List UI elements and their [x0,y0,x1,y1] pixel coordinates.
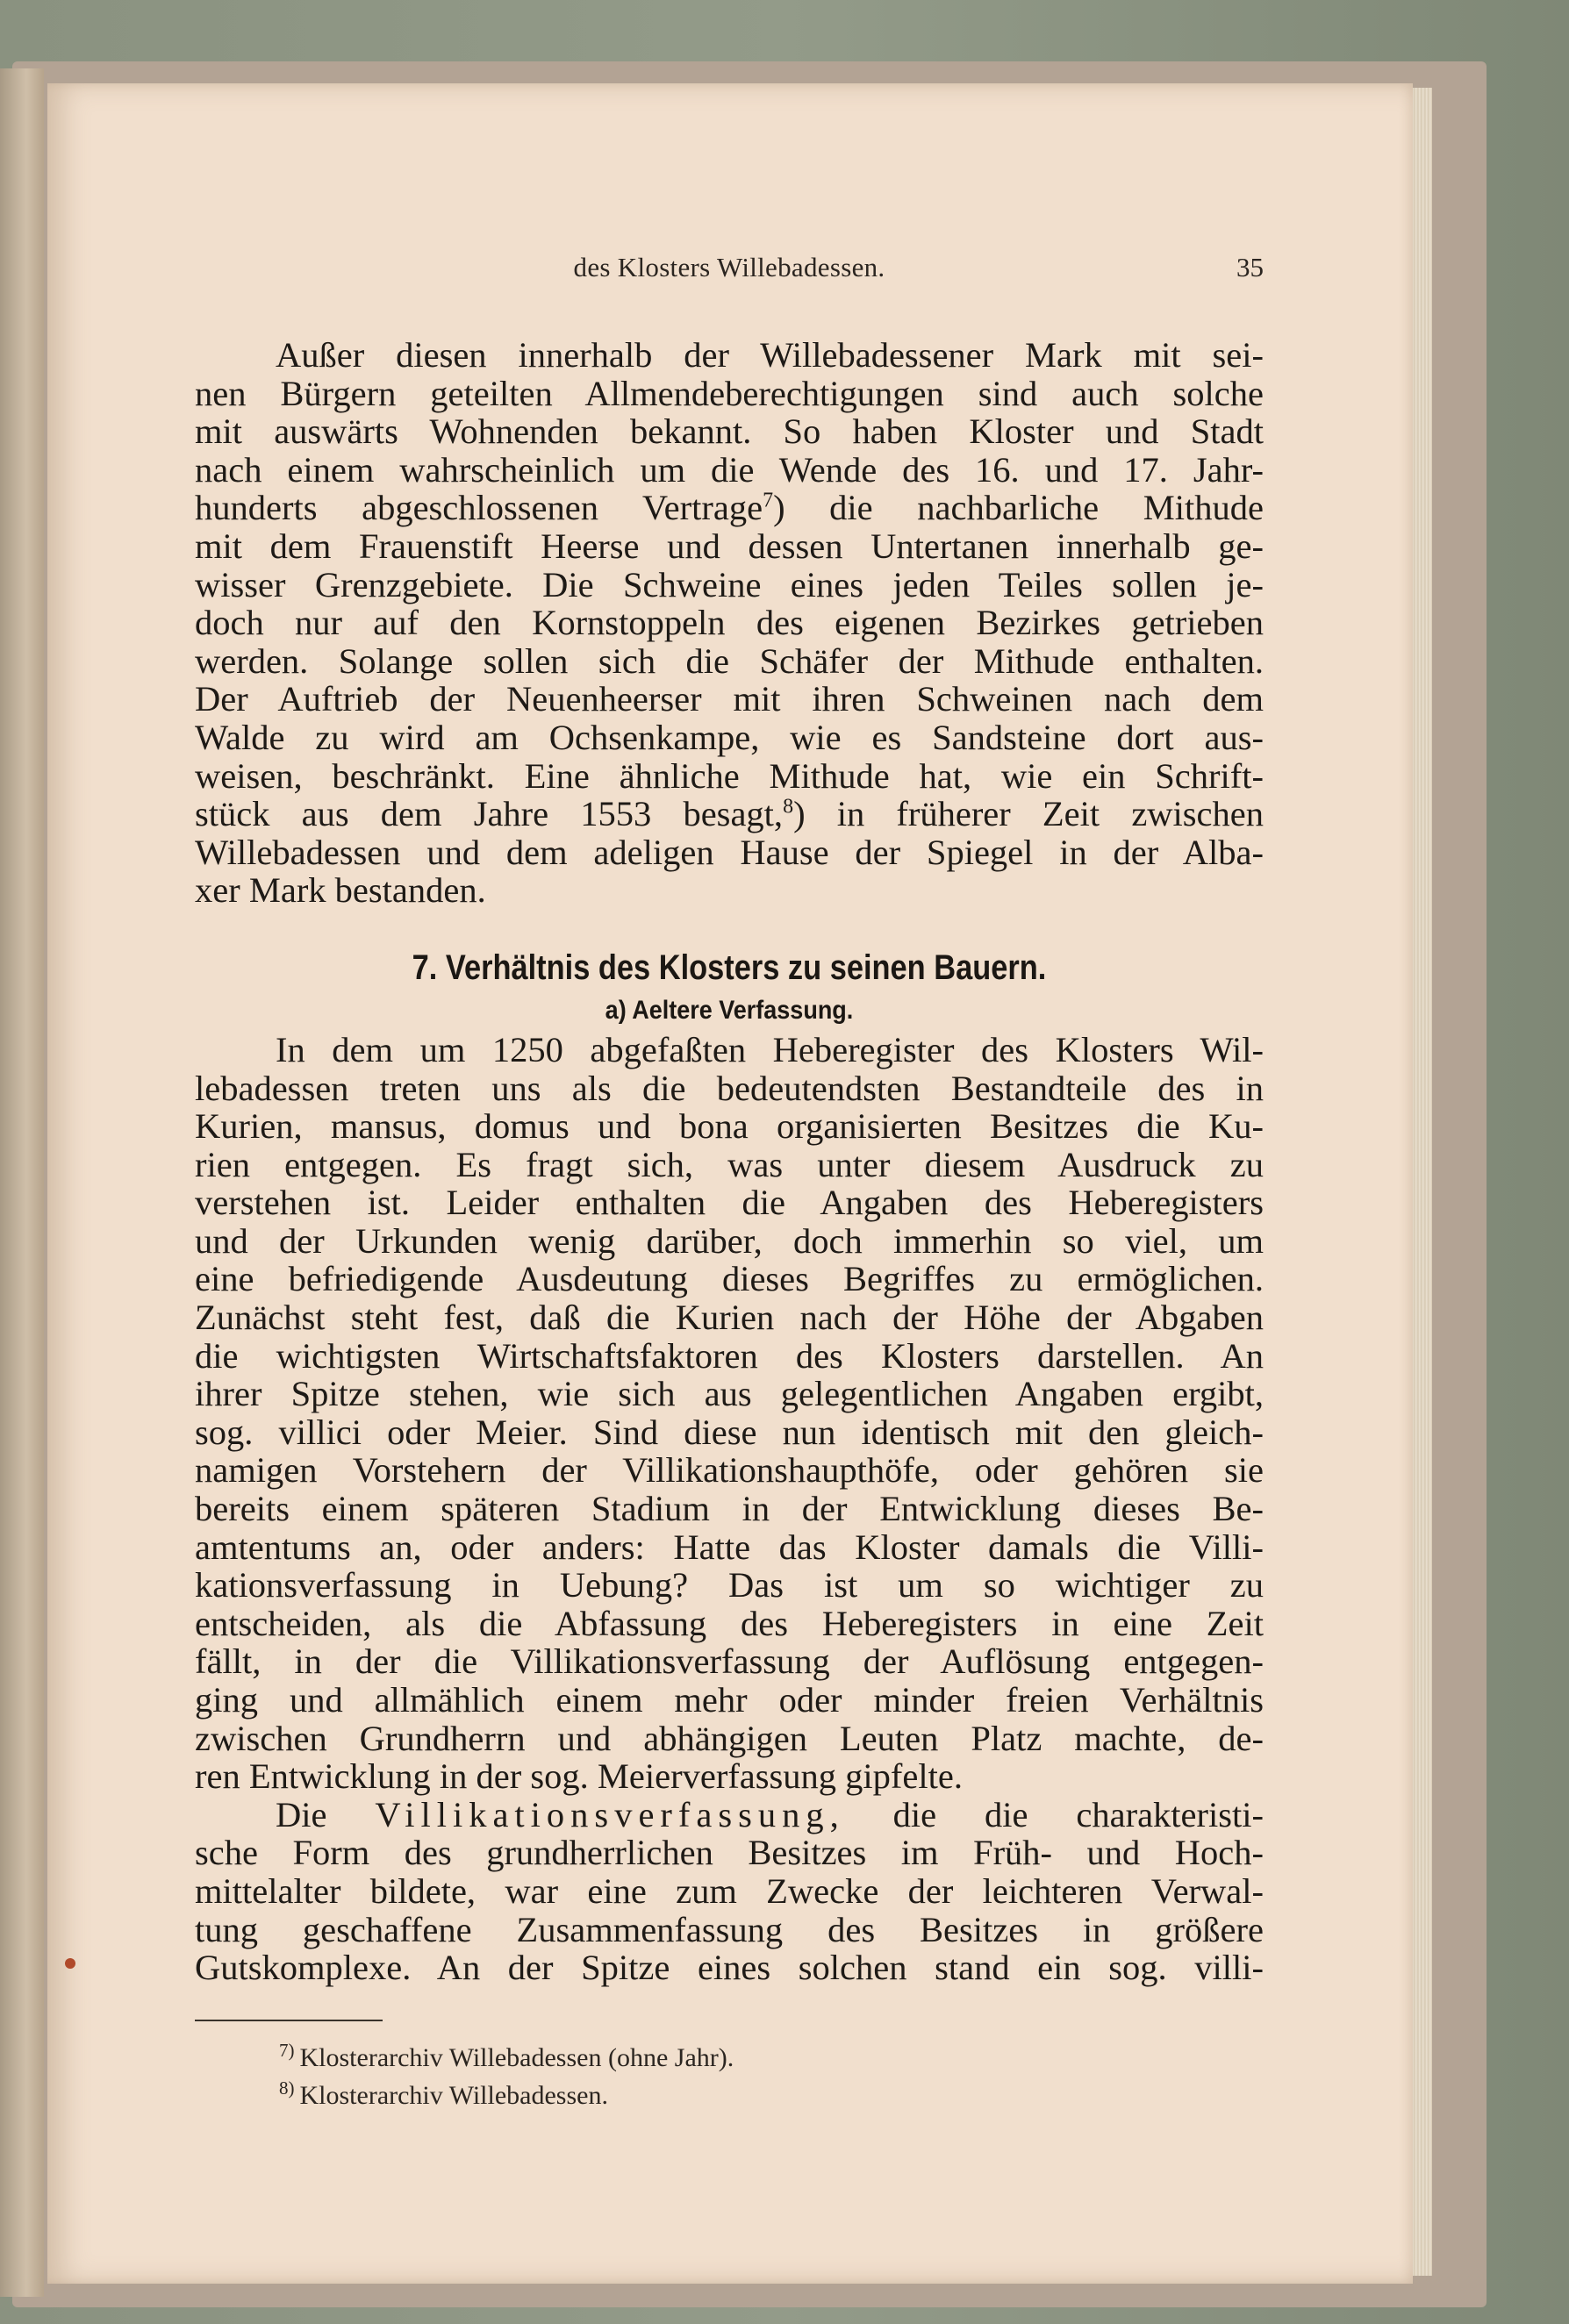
paragraph-1 [195,336,1264,910]
text-line: Kurien, mansus, domus und bona organisierten Besitzes die Ku- [195,1106,1264,1147]
text-line: doch nur auf den Kornstoppeln des eigenen Bezirkes getrieben [195,603,1264,643]
text-line [195,795,1264,833]
text-line: weisen, beschränkt. Eine ähnliche Mithude hat, wie ein Schrift- [195,755,1264,796]
text-segment: stück aus dem Jahre 1553 besagt, [195,794,784,834]
text-line: xer Mark bestanden. [195,870,486,911]
section-heading: 7. Verhältnis des Klosters zu seinen Bauern. [412,947,1047,987]
ink-spot [65,1958,75,1969]
text-line: kationsverfassung in Uebung? Das ist um so wichtiger zu [195,1565,1264,1605]
footnote-8 [279,2073,1069,2111]
text-line: sog. villici oder Meier. Sind diese nun identisch mit den gleich- [195,1412,1264,1452]
text-line: Zunächst steht fest, daß die Kurien nach der Höhe der Abgaben [195,1298,1264,1338]
text-line: und der Urkunden wenig darüber, doch immerhin so viel, um [195,1220,1264,1261]
text-line: Walde zu wird am Ochsenkampe, wie es Sandsteine dort aus- [195,717,1264,757]
facing-page-edge [0,68,44,2297]
text-segment: ) in früherer Zeit zwischen [793,794,1265,834]
text-line: fällt, in der die Villikationsverfassung der Auflösung entgegen- [195,1641,1264,1682]
footnote-7 [279,2035,1069,2073]
text-line: eine befriedigende Ausdeutung dieses Begriffes zu ermöglichen. [195,1259,1264,1299]
page-stack-edge [1413,88,1432,2276]
text-line: werden. Solange sollen sich die Schäfer der Mithude enthalten. [195,640,1264,681]
footnote-number: 7) [279,2040,295,2061]
text-line: ren Entwicklung in der sog. Meierverfassung gipfelte. [195,1756,964,1797]
page-header [195,252,1264,290]
text-segment: ) die nachbarliche Mithude [773,488,1264,528]
text-line: namigen Vorstehern der Villikationshaupthöfe, oder gehören sie [195,1450,1264,1491]
text-line: ihrer Spitze stehen, wie sich aus gelegentlichen Angaben ergibt, [195,1374,1264,1414]
text-line: amtentums an, oder anders: Hatte das Kloster damals die Villi- [195,1527,1264,1567]
footnote-text: Klosterarchiv Willebadessen (ohne Jahr). [299,2043,734,2072]
text-line [195,489,1264,527]
text-line: lebadessen treten uns als die bedeutendsten Bestandteile des in [195,1068,1264,1108]
paragraph-2 [195,1031,1264,1796]
body-text [195,336,1264,1987]
text-line: bereits einem späteren Stadium in der Entwicklung dieses Be- [195,1489,1264,1529]
page-number: 35 [1236,252,1264,282]
text-line: die wichtigsten Wirtschaftsfaktoren des Klosters darstellen. An [195,1335,1264,1376]
text-line: sche Form des grundherrlichen Besitzes im Früh- und Hoch- [195,1833,1264,1873]
text-line: nach einem wahrscheinlich um die Wende des 16. und 17. Jahr- [195,449,1264,490]
emphasized-term: Villikationsverfassung, [375,1794,845,1834]
footnote-number: 8) [279,2077,295,2099]
text-line: Willebadessen und dem adeligen Hause der Spiegel in der Alba- [195,832,1264,872]
section-subheading: a) Aeltere Verfassung. [605,995,854,1025]
text-line: Außer diesen innerhalb der Willebadessener Mark mit sei- [276,335,1264,375]
text-line: mit auswärts Wohnenden bekannt. So haben Kloster und Stadt [195,411,1264,452]
text-line: tung geschaffene Zusammenfassung des Besitzes in größere [195,1909,1264,1949]
text-line: verstehen ist. Leider enthalten die Angaben des Heberegisters [195,1183,1264,1223]
text-line: entscheiden, als die Abfassung des Heberegisters in eine Zeit [195,1603,1264,1643]
text-line: Gutskomplexe. An der Spitze eines solchen stand ein sog. villi- [195,1948,1264,1988]
text-line: mit dem Frauenstift Heerse und dessen Untertanen innerhalb ge- [195,526,1264,566]
text-line: Der Auftrieb der Neuenheerser mit ihren Schweinen nach dem [195,679,1264,719]
text-line: ging und allmählich einem mehr oder minder freien Verhältnis [195,1680,1264,1720]
footnote-ref-7: 7 [763,489,774,512]
text-line: zwischen Grundherrn und abhängigen Leuten Platz machte, de- [195,1718,1264,1758]
text-line: In dem um 1250 abgefaßten Heberegister des Klosters Wil- [276,1029,1264,1069]
footnotes [279,2035,1069,2111]
text-line: rien entgegen. Es fragt sich, was unter diesem Ausdruck zu [195,1144,1264,1184]
text-line: nen Bürgern geteilten Allmendeberechtigungen sind auch solche [195,373,1264,413]
text-line: mittelalter bildete, war eine zum Zwecke der leichteren Verwal- [195,1870,1264,1911]
text-segment: die die charakteristi- [892,1794,1265,1834]
text-line [195,1796,1264,1834]
text-segment: Die [276,1794,327,1834]
paragraph-3 [195,1796,1264,1987]
text-line: wisser Grenzgebiete. Die Schweine eines jeden Teiles sollen je- [195,564,1264,604]
text-segment: hunderts abgeschlossenen Vertrage [195,488,763,528]
footnote-divider [195,2020,383,2021]
footnote-text: Klosterarchiv Willebadessen. [299,2081,608,2110]
footnote-ref-8: 8 [783,795,794,819]
running-title: des Klosters Willebadessen. [573,252,885,282]
